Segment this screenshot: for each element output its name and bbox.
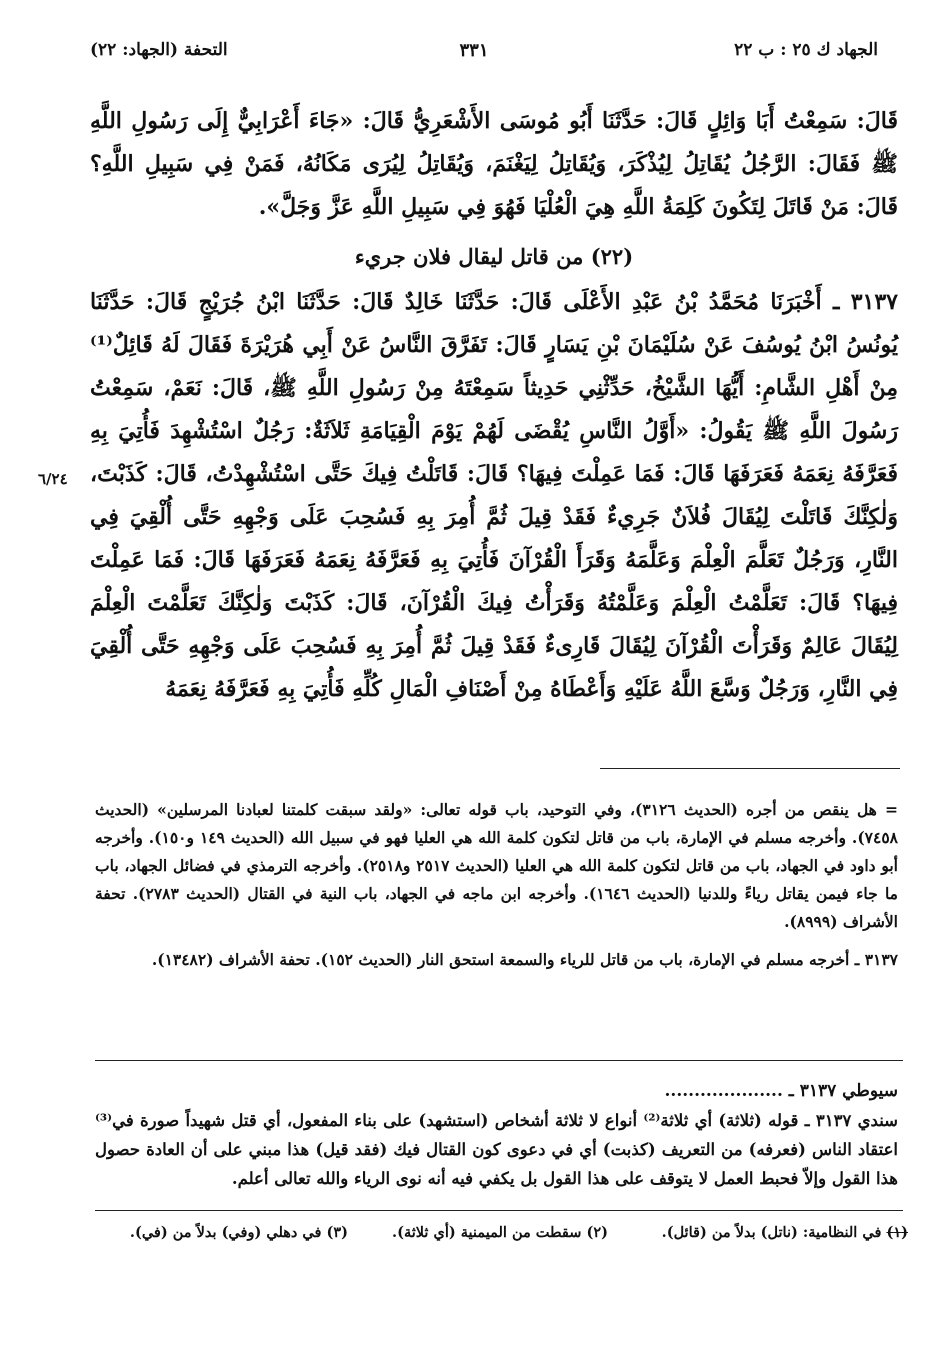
footnote-1-text: في النظامية: (ناتل) بدلاً من (قائل). — [661, 1224, 882, 1241]
takhrij-notes — [95, 796, 898, 984]
running-header — [70, 40, 878, 74]
footnote-1-number: (١) — [886, 1224, 908, 1241]
commentary-divider — [95, 1060, 903, 1061]
footnote-1 — [662, 1224, 908, 1241]
margin-reference: ٦/٢٤ — [38, 470, 68, 488]
header-tuhfa-reference: التحفة (الجهاد: ٢٢) — [90, 40, 228, 60]
page-number: ٣٣١ — [459, 40, 489, 61]
hadith-3137-text: ٣١٣٧ ـ أَخْبَرَنَا مُحَمَّدُ بْنُ عَبْدِ الأَعْلَى قَالَ: حَدَّثَنَا خَالِدٌ قَالَ: حَدَّثَنَا ابْنُ جُرَيْجٍ قَالَ: حَدَّثَنَا يُونُسُ ابْنُ يُوسُفَ عَنْ سُلَيْمَانَ بْنِ يَسَارٍ قَالَ: تَفَرَّقَ النَّاسُ عَنْ أَبِي هُرَيْرَةَ فَقَالَ لَهُ قَائِلٌ⁽¹⁾ مِنْ أَهْلِ الشَّامِ: أَيُّهَا الشَّيْخُ، حَدِّثْنِي حَدِيثاً سَمِعْتَهُ مِنْ رَسُولِ اللَّهِ ﷺ، قَالَ: نَعَمْ، سَمِعْتُ رَسُولَ اللَّهِ ﷺ يَقُولُ: «أَوَّلُ النَّاسِ يُقْضَى لَهُمْ يَوْمَ الْقِيَامَةِ ثَلاَثَةٌ: رَجُلٌ اسْتُشْهِدَ فَأُتِيَ بِهِ فَعَرَّفَهُ نِعَمَهُ فَعَرَفَهَا قَالَ: فَمَا عَمِلْتَ فِيهَا؟ قَالَ: قَاتَلْتُ فِيكَ حَتَّى اسْتُشْهِدْتُ، قَالَ: كَذَبْتَ، وَلٰكِنَّكَ قَاتَلْتَ لِيُقَالَ فُلاَنٌ جَرِيءٌ فَقَدْ قِيلَ ثُمَّ أُمِرَ بِهِ فَسُحِبَ عَلَى وَجْهِهِ حَتَّى أُلْقِيَ فِي النَّارِ، وَرَجُلٌ تَعَلَّمَ الْعِلْمَ وَعَلَّمَهُ وَقَرَأَ الْقُرْآنَ فَأُتِيَ بِهِ فَعَرَّفَهُ نِعَمَهُ فَعَرَفَهَا قَالَ: فَمَا عَمِلْتَ فِيهَا؟ قَالَ: تَعَلَّمْتُ الْعِلْمَ وَعَلَّمْتُهُ وَقَرَأْتُ فِيكَ الْقُرْآنَ، قَالَ: كَذَبْتَ وَلٰكِنَّكَ تَعَلَّمْتَ الْعِلْمَ لِيُقَالَ عَالِمٌ وَقَرَأْتَ الْقُرْآنَ لِيُقَالَ قَارِىءٌ فَقَدْ قِيلَ ثُمَّ أُمِرَ بِهِ فَسُحِبَ عَلَى وَجْهِهِ حَتَّى أُلْقِيَ فِي النَّارِ، وَرَجُلٌ وَسَّعَ اللَّهُ عَلَيْهِ وَأَعْطَاهُ مِنْ أَصْنَافِ الْمَالِ كُلِّهِ فَأُتِيَ بِهِ فَعَرَّفَهُ نِعَمَهُ — [90, 289, 898, 702]
header-book-chapter: الجهاد ك ٢٥ : ب ٢٢ — [734, 40, 878, 60]
suyuti-commentary-title: سيوطي ٣١٣٧ ـ .................... — [664, 1081, 898, 1101]
notes-divider — [600, 768, 900, 769]
footnotes — [120, 1224, 908, 1252]
takhrij-note-continued: = هل ينقص من أجره (الحديث ٣١٢٦)، وفي التوحيد، باب قوله تعالى: «ولقد سبقت كلمتنا لعبادنا المرسلين» (الحديث ٧٤٥٨). وأخرجه مسلم في الإمارة، باب من قاتل لتكون كلمة الله هي العليا فهو في سبيل الله (الحديث ١٤٩ و١٥٠). وأخرجه أبو داود في الجهاد، باب من قاتل لتكون كلمة الله هي العليا (الحديث ٢٥١٧ و٢٥١٨). وأخرجه الترمذي في فضائل الجهاد، باب ما جاء فيمن يقاتل رياءً وللدنيا (الحديث ١٦٤٦). وأخرجه ابن ماجه في الجهاد، باب النية في القتال (الحديث ٢٧٨٣). تحفة الأشراف (٨٩٩٩). — [95, 800, 898, 931]
footnote-3: (٣) في دهلي (وفي) بدلاً من (في). — [129, 1224, 348, 1241]
main-text — [90, 100, 898, 711]
footnotes-divider — [95, 1210, 903, 1211]
footnote-2: (٢) سقطت من الميمنية (أي ثلاثة). — [392, 1224, 608, 1241]
takhrij-note-3137: ٣١٣٧ ـ أخرجه مسلم في الإمارة، باب من قاتل للرياء والسمعة استحق النار (الحديث ١٥٢). تحفة الأشراف (١٣٤٨٢). — [151, 950, 898, 969]
sindi-commentary: سندي ٣١٣٧ ـ قوله (ثلاثة) أي ثلاثة⁽²⁾ أنواع لا ثلاثة أشخاص (استشهد) على بناء المفعول، أي قتل شهيداً صورة في⁽³⁾ اعتقاد الناس (فعرفه) من التعريف (كذبت) أي في دعوى كون القتال فيك (فقد قيل) هذا مبني على أن العادة حصول هذا القول وإلاّ فحبط العمل لا يتوقف على هذا القول بل يكفي فيه أنه نوى الرياء والله تعالى أعلم. — [95, 1111, 899, 1188]
hadith-text-continued: قَالَ: سَمِعْتُ أَبَا وَائِلٍ قَالَ: حَدَّثَنَا أَبُو مُوسَى الأَشْعَرِيُّ قَالَ: «جَاءَ أَعْرَابِيٌّ إِلَى رَسُولِ اللَّهِ ﷺ فَقَالَ: الرَّجُلُ يُقَاتِلُ لِيُذْكَرَ، وَيُقَاتِلُ لِيَغْنَمَ، وَيُقَاتِلُ لِيُرَى مَكَانُهُ، فَمَنْ فِي سَبِيلِ اللَّهِ؟ قَالَ: مَنْ قَاتَلَ لِتَكُونَ كَلِمَةُ اللَّهِ هِيَ الْعُلْيَا فَهُوَ فِي سَبِيلِ اللَّهِ عَزَّ وَجَلَّ». — [90, 108, 898, 220]
chapter-heading: (٢٢) من قاتل ليقال فلان جريء — [354, 244, 634, 269]
commentary-block — [95, 1076, 898, 1193]
